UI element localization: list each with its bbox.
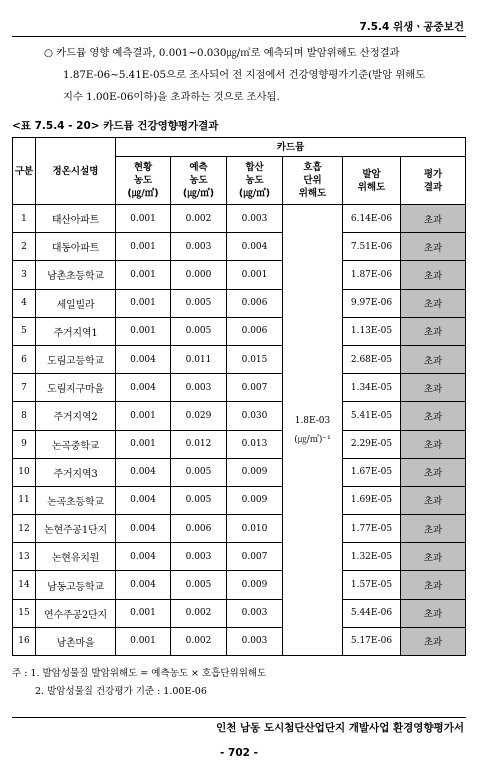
predicted-conc: 0.005 <box>171 571 227 599</box>
row-number: 14 <box>13 571 36 599</box>
row-number: 15 <box>13 599 36 627</box>
evaluation-result: 초과 <box>401 345 466 373</box>
cancer-risk: 2.68E-05 <box>343 345 401 373</box>
cancer-risk: 1.69E-05 <box>343 486 401 514</box>
combined-conc: 0.003 <box>227 627 283 655</box>
site-name: 논현유치원 <box>36 543 116 571</box>
combined-conc: 0.004 <box>227 233 283 261</box>
site-name: 남촌마을 <box>36 627 116 655</box>
current-conc: 0.001 <box>116 627 171 655</box>
evaluation-result: 초과 <box>401 289 466 317</box>
header-unit-risk: 호흡 단위 위해도 <box>283 157 343 205</box>
current-conc: 0.004 <box>116 458 171 486</box>
section-header: 7.5.4 위생ㆍ공중보건 <box>359 21 464 33</box>
table-row <box>13 317 466 345</box>
current-conc: 0.001 <box>116 430 171 458</box>
document-footer: 인천 남동 도시첨단산업단지 개발사업 환경영향평가서 <box>216 722 464 734</box>
combined-conc: 0.003 <box>227 205 283 233</box>
table-row <box>13 599 466 627</box>
evaluation-result: 초과 <box>401 515 466 543</box>
cancer-risk: 1.77E-05 <box>343 515 401 543</box>
row-number: 13 <box>13 543 36 571</box>
unit-risk-cell <box>283 205 343 656</box>
table-row <box>13 233 466 261</box>
evaluation-result: 초과 <box>401 571 466 599</box>
predicted-conc: 0.012 <box>171 430 227 458</box>
combined-conc: 0.015 <box>227 345 283 373</box>
current-conc: 0.001 <box>116 233 171 261</box>
site-name: 남촌초등학교 <box>36 261 116 289</box>
combined-conc: 0.001 <box>227 261 283 289</box>
predicted-conc: 0.002 <box>171 205 227 233</box>
cancer-risk: 5.44E-06 <box>343 599 401 627</box>
unit-risk-value: 1.8E-03 <box>294 415 331 426</box>
combined-conc: 0.010 <box>227 515 283 543</box>
table-row <box>13 627 466 655</box>
current-conc: 0.004 <box>116 345 171 373</box>
site-name: 논곡초등학교 <box>36 486 116 514</box>
evaluation-result: 초과 <box>401 543 466 571</box>
table-row <box>13 543 466 571</box>
page-number: - 702 - <box>220 747 258 759</box>
note-line: 2. 발암성물질 건강평가 기준 : 1.00E-06 <box>35 686 207 697</box>
predicted-conc: 0.003 <box>171 374 227 402</box>
cancer-risk: 1.13E-05 <box>343 317 401 345</box>
predicted-conc: 0.003 <box>171 543 227 571</box>
predicted-conc: 0.002 <box>171 599 227 627</box>
row-number: 5 <box>13 317 36 345</box>
row-number: 3 <box>13 261 36 289</box>
site-name: 도림고등학교 <box>36 345 116 373</box>
unit-risk-unit: (㎍/㎥)⁻¹ <box>294 434 331 445</box>
combined-conc: 0.030 <box>227 402 283 430</box>
evaluation-result: 초과 <box>401 374 466 402</box>
row-number: 12 <box>13 515 36 543</box>
cancer-risk: 2.29E-05 <box>343 430 401 458</box>
predicted-conc: 0.005 <box>171 289 227 317</box>
row-number: 8 <box>13 402 36 430</box>
predicted-conc: 0.005 <box>171 458 227 486</box>
row-number: 6 <box>13 345 36 373</box>
site-name: 대동아파트 <box>36 233 116 261</box>
current-conc: 0.001 <box>116 317 171 345</box>
current-conc: 0.001 <box>116 402 171 430</box>
site-name: 주거지역3 <box>36 458 116 486</box>
site-name: 태산아파트 <box>36 205 116 233</box>
combined-conc: 0.009 <box>227 458 283 486</box>
site-name: 논곡중학교 <box>36 430 116 458</box>
current-conc: 0.001 <box>116 599 171 627</box>
table-row <box>13 430 466 458</box>
row-number: 9 <box>13 430 36 458</box>
combined-conc: 0.009 <box>227 486 283 514</box>
cancer-risk: 5.41E-05 <box>343 402 401 430</box>
table-row <box>13 374 466 402</box>
header-divider <box>12 36 466 37</box>
current-conc: 0.001 <box>116 261 171 289</box>
evaluation-result: 초과 <box>401 402 466 430</box>
table-row <box>13 402 466 430</box>
table-row <box>13 486 466 514</box>
evaluation-result: 초과 <box>401 233 466 261</box>
table-notes <box>12 665 266 701</box>
predicted-conc: 0.005 <box>171 486 227 514</box>
cancer-risk: 1.34E-05 <box>343 374 401 402</box>
combined-conc: 0.007 <box>227 374 283 402</box>
site-name: 연수주공2단지 <box>36 599 116 627</box>
combined-conc: 0.009 <box>227 571 283 599</box>
evaluation-result: 초과 <box>401 261 466 289</box>
header-gubun: 구분 <box>13 138 36 205</box>
table-row <box>13 571 466 599</box>
row-number: 11 <box>13 486 36 514</box>
site-name: 남동고등학교 <box>36 571 116 599</box>
current-conc: 0.004 <box>116 486 171 514</box>
note-line: 주 : 1. 발암성물질 발암위해도 = 예측농도 × 호흡단위위해도 <box>12 668 267 679</box>
footer-divider <box>12 717 466 718</box>
cancer-risk: 7.51E-06 <box>343 233 401 261</box>
evaluation-result: 초과 <box>401 486 466 514</box>
paragraph-line: 1.87E-06~5.41E-05으로 조사되어 전 지점에서 건강영향평가기준(발암 위해도 <box>63 69 426 81</box>
evaluation-result: 초과 <box>401 599 466 627</box>
site-name: 세일빌라 <box>36 289 116 317</box>
header-current-conc: 현황 농도 (㎍/㎥) <box>116 157 171 205</box>
table-caption: <표 7.5.4 - 20> 카드뮴 건강영향평가결과 <box>12 120 219 132</box>
combined-conc: 0.007 <box>227 543 283 571</box>
table-row <box>13 205 466 233</box>
table-row <box>13 345 466 373</box>
combined-conc: 0.006 <box>227 317 283 345</box>
predicted-conc: 0.011 <box>171 345 227 373</box>
combined-conc: 0.006 <box>227 289 283 317</box>
current-conc: 0.001 <box>116 289 171 317</box>
predicted-conc: 0.029 <box>171 402 227 430</box>
cancer-risk: 1.87E-06 <box>343 261 401 289</box>
site-name: 도림지구마을 <box>36 374 116 402</box>
header-predicted-conc: 예측 농도 (㎍/㎥) <box>171 157 227 205</box>
cancer-risk: 6.14E-06 <box>343 205 401 233</box>
row-number: 4 <box>13 289 36 317</box>
evaluation-result: 초과 <box>401 627 466 655</box>
paragraph-line: 지수 1.00E-06이하)을 초과하는 것으로 조사됨. <box>63 91 280 103</box>
cancer-risk: 1.32E-05 <box>343 543 401 571</box>
row-number: 2 <box>13 233 36 261</box>
evaluation-result: 초과 <box>401 205 466 233</box>
site-name: 주거지역1 <box>36 317 116 345</box>
table-row <box>13 515 466 543</box>
predicted-conc: 0.006 <box>171 515 227 543</box>
paragraph-line: ○ 카드뮴 영향 예측결과, 0.001~0.030㎍/㎥로 예측되며 발암위해도 산정결과 <box>44 47 400 59</box>
row-number: 1 <box>13 205 36 233</box>
result-paragraph <box>44 42 468 108</box>
header-cancer-risk: 발암 위해도 <box>343 157 401 205</box>
cancer-risk: 9.97E-06 <box>343 289 401 317</box>
current-conc: 0.004 <box>116 543 171 571</box>
cadmium-health-table <box>12 137 466 656</box>
combined-conc: 0.013 <box>227 430 283 458</box>
row-number: 7 <box>13 374 36 402</box>
table-row <box>13 261 466 289</box>
cancer-risk: 1.67E-05 <box>343 458 401 486</box>
header-site-name: 정온시설명 <box>36 138 116 205</box>
combined-conc: 0.003 <box>227 599 283 627</box>
row-number: 16 <box>13 627 36 655</box>
predicted-conc: 0.002 <box>171 627 227 655</box>
predicted-conc: 0.005 <box>171 317 227 345</box>
header-evaluation: 평가 결과 <box>401 157 466 205</box>
table-row <box>13 458 466 486</box>
table-row <box>13 289 466 317</box>
predicted-conc: 0.000 <box>171 261 227 289</box>
evaluation-result: 초과 <box>401 317 466 345</box>
current-conc: 0.004 <box>116 571 171 599</box>
cancer-risk: 5.17E-06 <box>343 627 401 655</box>
site-name: 논현주공1단지 <box>36 515 116 543</box>
predicted-conc: 0.003 <box>171 233 227 261</box>
header-cadmium: 카드뮴 <box>116 138 466 157</box>
evaluation-result: 초과 <box>401 430 466 458</box>
current-conc: 0.004 <box>116 374 171 402</box>
site-name: 주거지역2 <box>36 402 116 430</box>
evaluation-result: 초과 <box>401 458 466 486</box>
cancer-risk: 1.57E-05 <box>343 571 401 599</box>
current-conc: 0.001 <box>116 205 171 233</box>
current-conc: 0.004 <box>116 515 171 543</box>
row-number: 10 <box>13 458 36 486</box>
header-combined-conc: 합산 농도 (㎍/㎥) <box>227 157 283 205</box>
